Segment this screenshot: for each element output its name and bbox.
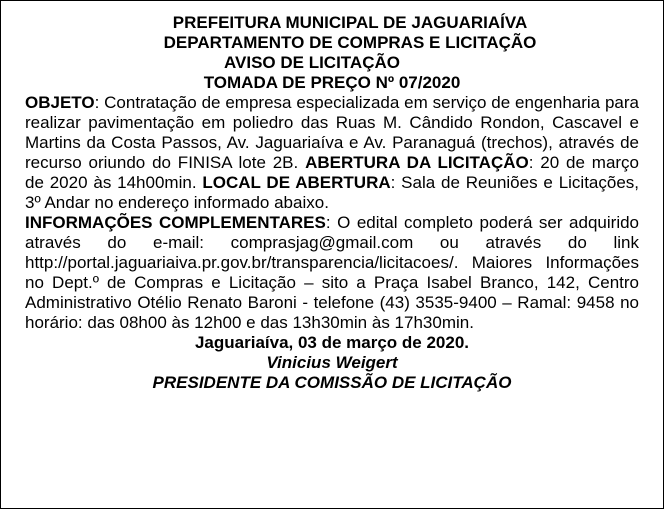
abertura-label: ABERTURA DA LICITAÇÃO: [305, 153, 529, 172]
header-line-4: TOMADA DE PREÇO Nº 07/2020: [203, 73, 461, 92]
footer-role: PRESIDENTE DA COMISSÃO DE LICITAÇÃO: [152, 373, 512, 392]
local-text: : Sala de Reuniões e Licitações, 3º Andar no endereço informado abaixo.: [25, 173, 640, 212]
header-line-2: DEPARTAMENTO DE COMPRAS E LICITAÇÃO: [163, 33, 537, 52]
footer-signer: Vinicius Weigert: [266, 353, 398, 372]
local-label: LOCAL DE ABERTURA: [202, 173, 391, 192]
info-paragraph: [25, 213, 639, 333]
objeto-text: : Contratação de empresa especializada em serviço de engenharia para realizar pavimentação em poliedro das Ruas M. Cândido Rondon, Cascavel e Martins da Costa Passos, Av. Jaguariaíva e Av. Paranaguá (trechos), através de recurso oriundo do FINISA lote 2B.: [25, 93, 639, 172]
header-line-3: AVISO DE LICITAÇÃO: [224, 53, 400, 72]
header-line-1: PREFEITURA MUNICIPAL DE JAGUARIAÍVA: [172, 13, 528, 32]
abertura-text: : 20 de março de 2020 às 14h00min.: [25, 153, 640, 192]
info-text: : O edital completo poderá ser adquirido através do e-mail: comprasjag@gmail.com ou através do link http://portal.jaguariaiva.pr.gov.br/transparencia/licitacoes/. Maiores Informações no Dept.º de Compras e Licitação – sito a Praça Isabel Branco, 142, Centro Administrativo Otélio Renato Baroni - telefone (43) 3535-9400 – Ramal: 9458 no horário: das 08h00 às 12h00 e das 13h30min às 17h30min.: [25, 213, 640, 332]
objeto-label: OBJETO: [25, 93, 95, 112]
footer-date: Jaguariaíva, 03 de março de 2020.: [194, 333, 470, 352]
info-label: INFORMAÇÕES COMPLEMENTARES: [25, 213, 326, 232]
objeto-paragraph: [25, 93, 639, 213]
